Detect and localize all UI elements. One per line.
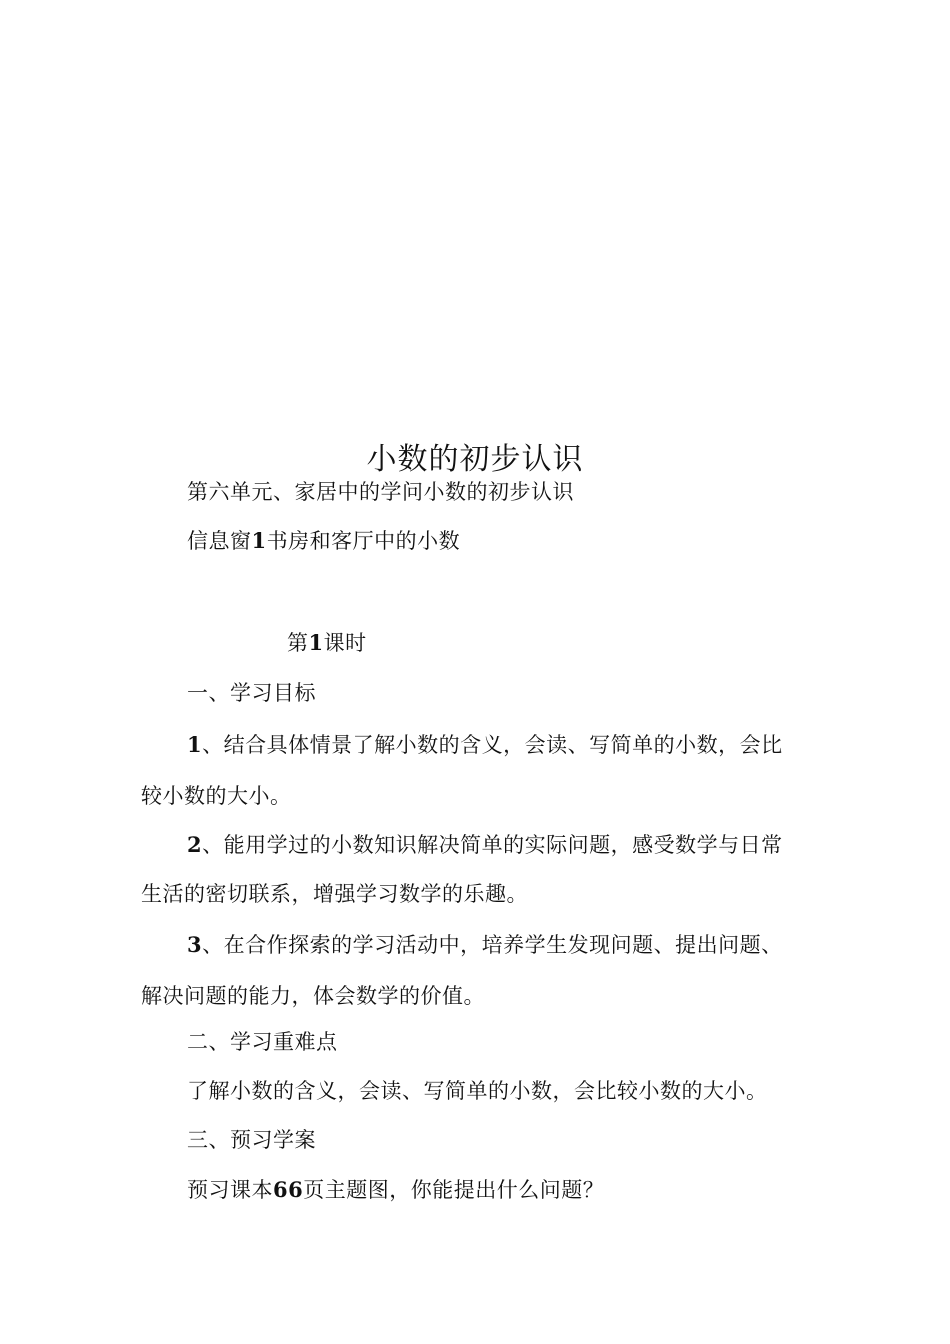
preview-page-number: 66 xyxy=(273,1177,304,1202)
goal-1-text: 、结合具体情景了解小数的含义，会读、写简单的小数，会比 xyxy=(202,733,783,757)
section-learning-goals: 一、学习目标 xyxy=(187,681,316,705)
section-preview: 三、预习学案 xyxy=(187,1128,316,1152)
goal-3-text: 、在合作探索的学习活动中，培养学生发现问题、提出问题、 xyxy=(202,933,783,957)
document-title: 小数的初步认识 xyxy=(366,442,584,477)
goal-1-line-1 xyxy=(187,731,783,759)
section-key-points: 二、学习重难点 xyxy=(187,1030,338,1054)
goal-1-number: 1 xyxy=(187,732,203,757)
unit-heading: 第六单元、家居中的学问小数的初步认识 xyxy=(187,480,574,504)
goal-2-line-1 xyxy=(187,831,783,859)
lesson-heading xyxy=(287,629,367,657)
preview-suffix: 页主题图，你能提出什么问题？ xyxy=(303,1178,605,1202)
goal-3-number: 3 xyxy=(187,932,203,957)
lesson-prefix: 第 xyxy=(287,631,309,655)
lesson-number: 1 xyxy=(308,630,324,655)
goal-2-line-2: 生活的密切联系，增强学习数学的乐趣。 xyxy=(141,882,528,906)
key-point-text: 了解小数的含义，会读、写简单的小数，会比较小数的大小。 xyxy=(187,1079,768,1103)
goal-3-line-1 xyxy=(187,931,783,959)
preview-prefix: 预习课本 xyxy=(187,1178,273,1202)
info-suffix: 书房和客厅中的小数 xyxy=(266,529,461,553)
goal-2-number: 2 xyxy=(187,832,203,857)
info-window-heading xyxy=(187,527,460,555)
info-number: 1 xyxy=(251,528,267,553)
goal-2-text: 、能用学过的小数知识解决简单的实际问题，感受数学与日常 xyxy=(202,833,783,857)
goal-1-line-2: 较小数的大小。 xyxy=(141,784,292,808)
goal-3-line-2: 解决问题的能力，体会数学的价值。 xyxy=(141,984,485,1008)
lesson-suffix: 课时 xyxy=(323,631,367,655)
preview-question xyxy=(187,1176,604,1204)
info-prefix: 信息窗 xyxy=(187,529,252,553)
